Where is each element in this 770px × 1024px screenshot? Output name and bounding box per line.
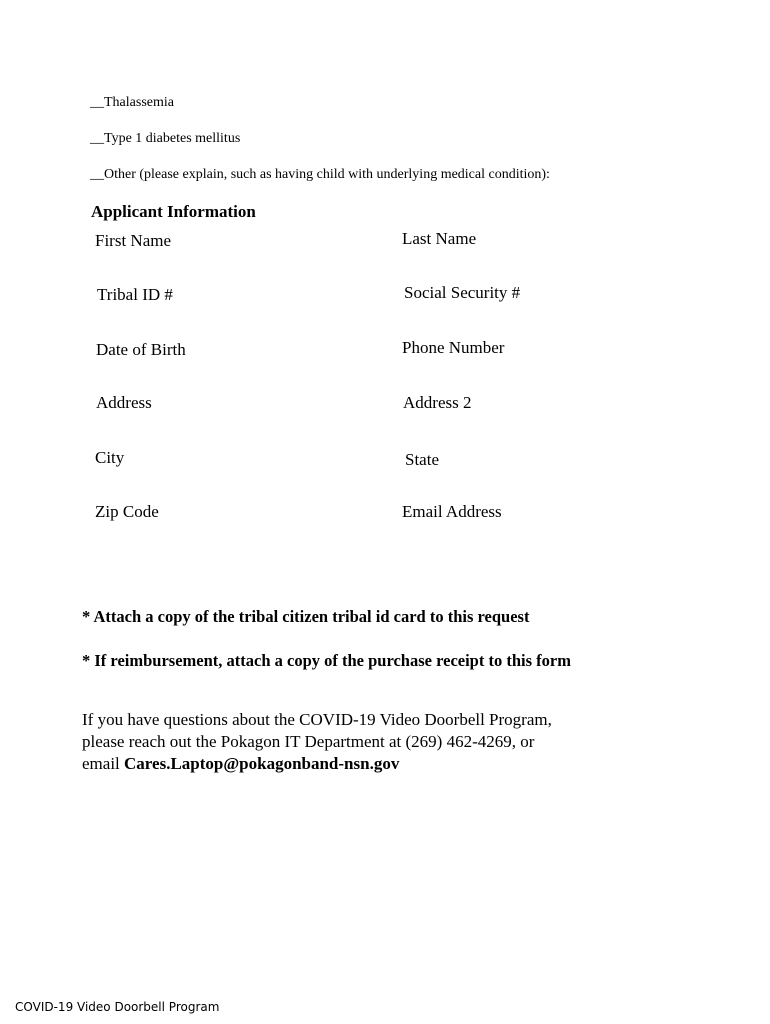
contact-paragraph: [82, 709, 552, 775]
zip-label: Zip Code: [95, 502, 159, 521]
contact-line-2: please reach out the Pokagon IT Department at (269) 462-4269, or: [82, 732, 535, 751]
contact-line-1: If you have questions about the COVID-19 Video Doorbell Program,: [82, 710, 552, 729]
city-label: City: [95, 448, 125, 467]
applicant-information-title: Applicant Information: [91, 202, 256, 221]
ssn-label: Social Security #: [404, 283, 521, 302]
contact-email-prefix: email: [82, 754, 125, 773]
last-name-label: Last Name: [402, 229, 477, 248]
condition-other: __Other (please explain, such as having child with underlying medical condition):: [90, 167, 550, 182]
phone-label: Phone Number: [402, 338, 505, 357]
page-footer: COVID-19 Video Doorbell Program: [15, 1000, 220, 1014]
first-name-label: First Name: [95, 231, 172, 250]
dob-label: Date of Birth: [96, 340, 186, 359]
condition-type1-diabetes: __Type 1 diabetes mellitus: [90, 131, 241, 146]
address2-label: Address 2: [403, 393, 472, 412]
contact-line-3: [82, 753, 552, 775]
condition-thalassemia: __Thalassemia: [90, 95, 174, 110]
note-attach-id: * Attach a copy of the tribal citizen tribal id card to this request: [82, 607, 530, 626]
state-label: State: [405, 450, 439, 469]
note-attach-receipt: * If reimbursement, attach a copy of the purchase receipt to this form: [82, 651, 571, 670]
address-label: Address: [96, 393, 152, 412]
tribal-id-label: Tribal ID #: [97, 285, 173, 304]
contact-email[interactable]: Cares.Laptop@pokagonband-nsn.gov: [124, 754, 400, 773]
email-label: Email Address: [402, 502, 502, 521]
